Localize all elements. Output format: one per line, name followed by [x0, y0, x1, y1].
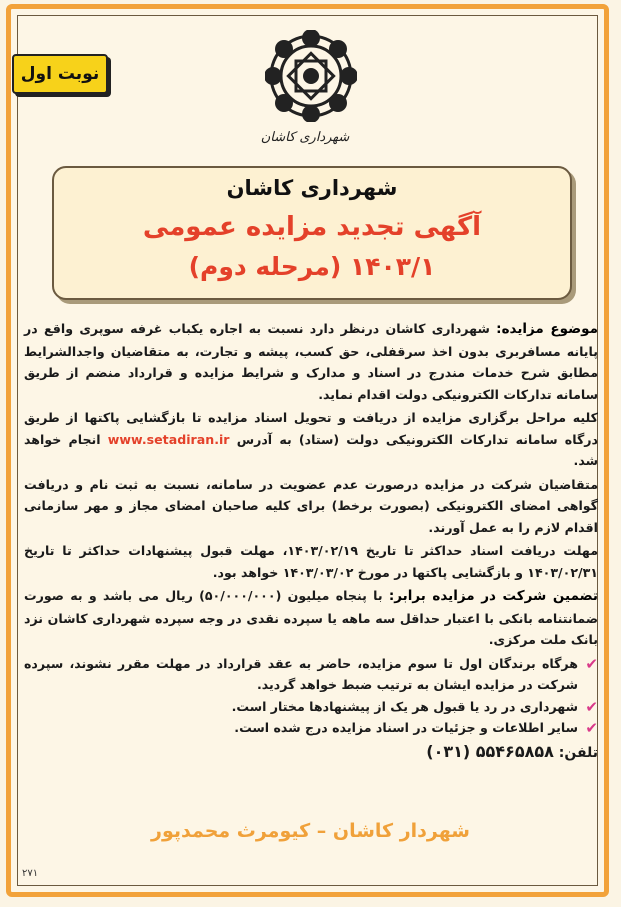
mayor-signature: شهردار کاشان – کیومرث محمدپور [151, 820, 470, 842]
subject-text: شهرداری کاشان درنظر دارد نسبت به اجاره یکباب غرفه سوپری واقع در پایانه مسافربری بدون اخذ سرقفلی، حق کسب، پیشه و تجارت، به متقاضیان واجدالشرایط مطابق شرح خدمات مندرج در اسناد و مدارک و شرایط مزایده و قرارداد منضم از طریق سامانه تدارکات الکترونیکی دولت اقدام نماید. [24, 321, 598, 402]
subject-label: موضوع مزایده: [496, 321, 598, 337]
ad-subtitle: (مرحله دوم) ۱۴۰۳/۱ [188, 252, 436, 281]
organization-name: شهرداری کاشان [226, 176, 398, 200]
setad-website: www.setadiran.ir [107, 431, 230, 447]
conditions-list [24, 653, 598, 739]
checkmark-icon: ✔ [585, 654, 598, 673]
guarantee-paragraph [24, 585, 598, 651]
phone-line [24, 741, 598, 765]
checkmark-icon: ✔ [585, 719, 598, 737]
list-item: ✔ شهرداری در رد یا قبول هر یک از پیشنهادها مختار است. [24, 696, 598, 718]
list-item: ✔ سایر اطلاعات و جزئیات در اسناد مزایده درج شده است. [24, 717, 598, 739]
ad-title: آگهی تجدید مزایده عمومی [142, 212, 482, 242]
page-number: ۲۷۱ [22, 868, 39, 879]
ad-body [24, 318, 598, 764]
list-item: ✔ هرگاه برندگان اول تا سوم مزایده، حاضر به عقد قرارداد در مهلت مقرر نشوند، سپرده شرکت در مزایده ایشان به ترتیب ضبط خواهد گردید. [24, 654, 598, 692]
registration-paragraph: متقاضیان شرکت در مزایده درصورت عدم عضویت در سامانه، نسبت به ثبت نام و دریافت گواهی امضای الکترونیکی (بصورت برخط) برای کلیه صاحبان امضای مجاز و مهر سازمانی اقدام لازم را به عمل آورند. [24, 476, 598, 535]
first-notice-badge: نوبت اول [12, 54, 108, 94]
guarantee-label: تضمین شرکت در مزایده برابر: [388, 588, 598, 604]
checkmark-icon: ✔ [585, 697, 598, 716]
procedure-paragraph [24, 407, 598, 472]
phone-number: ۵۵۴۶۵۸۵۸ (۰۳۱) [426, 741, 554, 761]
deadlines-paragraph: مهلت دریافت اسناد حداکثر تا تاریخ ۱۴۰۳/۰۲/۱۹، مهلت قبول پیشنهادات حداکثر تا تاریخ ۱۴۰۳/۰۲/۳۱ و بازگشایی پاکتها در مورخ ۱۴۰۳/۰۳/۰۲ خواهد بود. [24, 543, 598, 580]
guarantee-text: با پنجاه میلیون (۵۰/۰۰۰/۰۰۰) ریال می باشد و به صورت ضمانتنامه بانکی با اعتبار حداقل سه ماهه یا سپرده نقدی در وجه سپرده شهرداری کاشان نزد بانک ملت مرکزی. [24, 588, 598, 647]
procedure-text: کلیه مراحل برگزاری مزایده از دریافت و تحویل اسناد مزایده تا بازگشایی پاکتها از طریق درگاه سامانه تدارکات الکترونیکی دولت (ستاد) به آدرس [24, 410, 598, 447]
header-box [52, 166, 572, 300]
subject-paragraph [24, 318, 598, 405]
phone-label: تلفن: [558, 744, 598, 761]
logo-caption: شهرداری کاشان [260, 130, 350, 145]
kashan-municipality-logo [265, 30, 357, 122]
procedure-text-end: انجام خواهد شد. [24, 431, 598, 468]
